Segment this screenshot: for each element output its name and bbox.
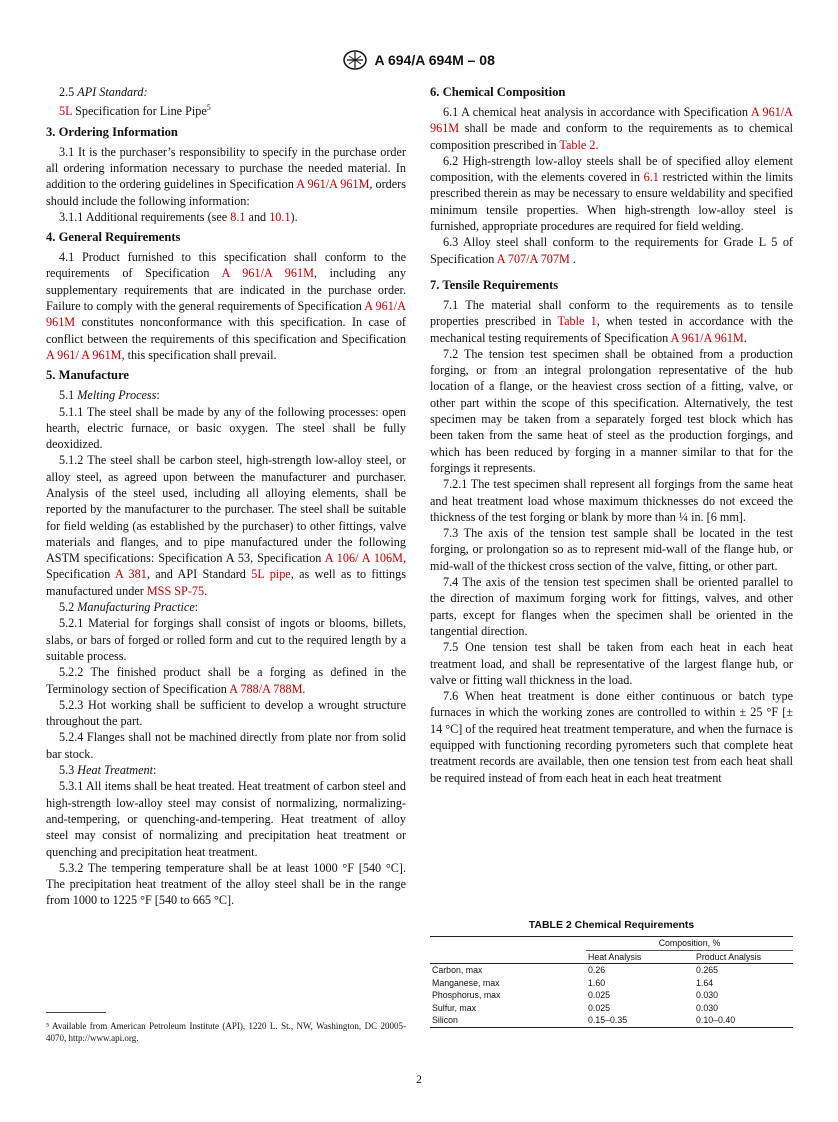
para-7-4: 7.4 The axis of the tension test specimen shall be oriented parallel to the direction of maximum forging work for fittings, valves, and other parts, except for flanges when the specimen shall be oriented in the tangential direction.: [430, 575, 793, 638]
ref-a961-link[interactable]: A 961/ A 961M: [46, 347, 122, 362]
page-header: [0, 50, 838, 73]
astm-logo-icon: [343, 50, 367, 73]
footnote-5: ⁵ Available from American Petroleum Institute (API), 1220 L. St., NW, Washington, DC 20005-4070, http://www.api.org.: [46, 1021, 406, 1043]
para-5-2: 5.2 Manufacturing Practice:: [59, 600, 199, 615]
para-7-3: 7.3 The axis of the tension test sample shall be located in the test forging, or prolongation so as to represent mid-wall of the flange hub, or mid-wall of the thickest cross section of the valve, fitting, or other part.: [430, 526, 793, 573]
col-product-analysis: Product Analysis: [696, 951, 762, 962]
ref-a106-link[interactable]: A 106/ A 106M: [324, 551, 403, 566]
chemical-requirements-table: [430, 936, 793, 1028]
para-5-3-1: 5.3.1 All items shall be heat treated. Heat treatment of carbon steel and high-strength low-alloy steel may consist of normalizing, normalizing-and-tempering, or quenching-and-tempering. Heat treatment of alloy steel may consist of normalizing and precipitation heat treatment or quenching and precipitation heat treatment.: [46, 779, 406, 859]
composition-group-header: Composition, %: [586, 937, 793, 951]
section-5l: 5L Specification for Line Pipe$^5$: [59, 103, 211, 119]
footnote-divider: [46, 1012, 106, 1013]
heading-ordering-information: 3. Ordering Information: [46, 124, 178, 139]
section-2-5: 2.5 API Standard:: [59, 85, 148, 99]
ref-table-1-link[interactable]: Table 1: [557, 314, 597, 329]
para-5-2-2: 5.2.2 The finished product shall be a forging as defined in the Terminology section of Specification A 788/A 788M.: [46, 665, 406, 696]
para-5-2-1: 5.2.1 Material for forgings shall consist of ingots or blooms, billets, slabs, or bars of forged or rolled form and cut to the required length by a suitable process.: [46, 616, 406, 663]
para-5-3-2: 5.3.2 The tempering temperature shall be at least 1000 °F [540 °C]. The precipitation heat treatment of the alloy steel shall be in the range from 1000 to 1225 °F [540 to 665 °C].: [46, 860, 406, 908]
table-row: Silicon 0.15–0.35 0.10–0.40: [430, 1014, 793, 1027]
ref-5l-pipe-link[interactable]: 5L pipe: [251, 567, 291, 582]
para-6-1: 6.1 A chemical heat analysis in accordance with Specification A 961/A 961M shall be made and conform to the requirements as to chemical composition prescribed in Table 2.: [430, 105, 793, 152]
para-3-1-1: 3.1.1 Additional requirements (see 8.1 and 10.1).: [59, 209, 298, 224]
para-7-1: 7.1 The material shall conform to the requirements as to tensile properties prescribed in Table 1, when tested in accordance with the mechanical testing requirements of Specification A 961/A 961M.: [430, 297, 793, 345]
ref-table-2-link[interactable]: Table 2: [559, 137, 596, 152]
ref-5l-link[interactable]: 5L: [59, 104, 73, 119]
table-2-title: TABLE 2 Chemical Requirements: [528, 919, 695, 931]
para-3-1: 3.1 It is the purchaser’s responsibility to specify in the purchase order all ordering information necessary to purchase the needed material. In addition to the ordering guidelines in Specification A 961/A 961M, orders should include the following information:: [46, 144, 406, 208]
para-4-1: 4.1 Product furnished to this specification shall conform to the requirements of Specification A 961/A 961M, including any supplementary requirements that are indicated in the purchase order. Failure to comply with the general requirements of Specification A 961/A 961M constitutes nonconformance with this specification. In case of conflict between the requirements of this specification and Specification A 961/ A 961M, this specification shall prevail.: [46, 250, 406, 362]
para-6-3: 6.3 Alloy steel shall conform to the requirements for Grade L 5 of Specification A 707/A 707M .: [430, 235, 793, 266]
ref-6-1-link[interactable]: 6.1: [643, 170, 659, 185]
ref-a961-link[interactable]: A 961/A 961M: [670, 330, 744, 345]
document-designation: A 694/A 694M – 08: [374, 52, 495, 69]
ref-a381-link[interactable]: A 381: [115, 567, 147, 582]
para-6-2: 6.2 High-strength low-alloy steels shall be of specified alloy element composition, with the elements covered in 6.1 restricted within the limits prescribed therein as may be necessary to ensure weldability and specified minimum tensile properties. When high-strength low-alloy steel is furnished, appropriate procedures are required for field welding.: [430, 153, 793, 234]
para-7-6: 7.6 When heat treatment is done either continuous or batch type furnaces in which the working zones are controlled to within ± 25 °F [± 14 °C] of the required heat treatment temperature, and when the furnace is equipped with functioning recording pyrometers such that complete heat treatment records are available, then one tension test from each heat shall be required instead of from each heat in each heat treatment: [430, 689, 793, 785]
para-5-1-1: 5.1.1 The steel shall be made by any of the following processes: open hearth, electric furnace, or basic oxygen. The steel shall be fully deoxidized.: [46, 404, 406, 452]
ref-8-1-link[interactable]: 8.1: [230, 209, 246, 224]
page-number: 2: [416, 1074, 422, 1086]
right-column: [430, 84, 793, 786]
heading-chemical-composition: 6. Chemical Composition: [430, 85, 566, 99]
col-heat-analysis: Heat Analysis: [588, 951, 642, 962]
ref-a961-link[interactable]: A 961/A 961M: [296, 177, 370, 192]
ref-a788-link[interactable]: A 788/A 788M: [229, 681, 303, 696]
para-7-2-1: 7.2.1 The test specimen shall represent all forgings from the same heat and heat treatment load whose maximum thicknesses do not exceed the thickness of the test forging or blank by more than ¼ in. [6 mm].: [430, 477, 793, 524]
ref-mss-sp75-link[interactable]: MSS SP-75: [146, 583, 205, 598]
para-5-1: 5.1 Melting Process:: [59, 388, 160, 403]
ref-10-1-link[interactable]: 10.1: [269, 209, 291, 224]
para-5-2-4: 5.2.4 Flanges shall not be machined directly from plate nor from solid bar stock.: [46, 730, 406, 761]
left-column: [46, 84, 406, 909]
heading-manufacture: 5. Manufacture: [46, 368, 130, 383]
para-5-3: 5.3 Heat Treatment:: [59, 763, 157, 778]
para-5-2-3: 5.2.3 Hot working shall be sufficient to develop a wrought structure throughout the part.: [46, 697, 406, 729]
ref-a707-link[interactable]: A 707/A 707M: [496, 251, 570, 266]
table-row: Sulfur, max 0.025 0.030: [432, 1002, 719, 1013]
para-5-1-2: 5.1.2 The steel shall be carbon steel, high-strength low-alloy steel, or alloy steel, as agreed upon between the manufacturer and purchaser. Analysis of the steel used, including all alloying elements, shall be reported by the manufacturer to the purchaser. The steel shall be suitable for field welding (as established by the purchaser) to other fittings, valve materials and flanges, and to pipe manufactured under the following ASTM specifications: Specification A 53, Specification A 106/ A 106M, Specification A 381, and API Standard 5L pipe, as well as to fittings manufactured under MSS SP-75.: [46, 453, 407, 598]
ref-a961-link[interactable]: A 961/A 961M: [430, 105, 793, 136]
heading-tensile-requirements: 7. Tensile Requirements: [430, 277, 559, 292]
para-7-2: 7.2 The tension test specimen shall be obtained from a production forging, or from an integral prolongation representative of the hub location of a flange, or the heaviest cross section of a fitting, valve, or other part within the scope of this specification. Alternatively, the test specimen may be taken from a separately forged test block which has been taken from the same heat of steel as the production forgings, and which has been reduced by forging in a manner similar to that for the forgings it represents.: [430, 346, 793, 475]
ref-a961-link[interactable]: A 961/A 961M: [46, 299, 406, 330]
table-row: Carbon, max 0.26 0.265: [432, 965, 719, 975]
table-row: Manganese, max 1.60 1.64: [432, 977, 714, 988]
para-7-5: 7.5 One tension test shall be taken from each heat in each heat treatment load, and shall be representative of the largest flange hub, or valve or fitting wall thickness in the load.: [430, 640, 793, 687]
table-row: Phosphorus, max 0.025 0.030: [432, 990, 719, 1000]
heading-general-requirements: 4. General Requirements: [46, 230, 181, 245]
ref-a961-link[interactable]: A 961/A 961M: [221, 266, 314, 281]
